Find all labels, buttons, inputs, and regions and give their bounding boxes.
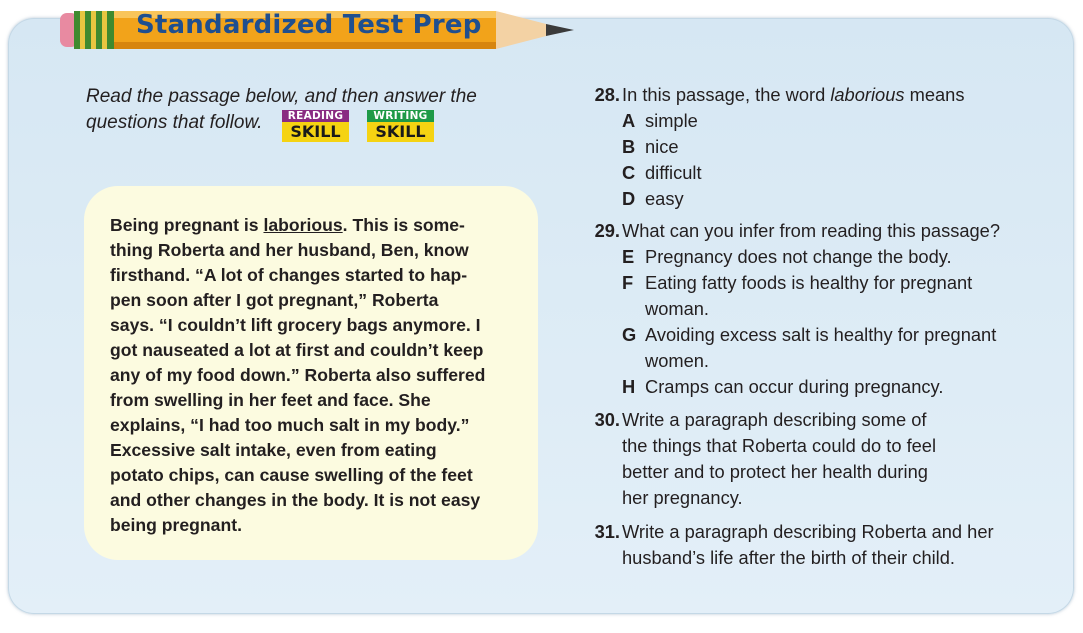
passage-line: being pregnant. [110, 515, 242, 535]
passage-text: . This is some- [342, 215, 465, 235]
option-letter: F [622, 272, 634, 293]
passage-line: explains, “I had too much salt in my body.” [110, 415, 470, 435]
option-text-continued: woman. [645, 298, 710, 319]
question-30 [586, 407, 1046, 511]
answer-option-h[interactable] [622, 374, 943, 400]
answer-option-a[interactable] [622, 108, 698, 134]
badge-bottom-label: SKILL [282, 122, 349, 142]
option-text: simple [645, 110, 698, 131]
question-number: 29. [594, 220, 620, 241]
question-line: Write a paragraph describing some of [622, 409, 927, 430]
answer-option-c[interactable] [622, 160, 702, 186]
passage-line: and other changes in the body. It is not easy [110, 490, 481, 510]
option-text-continued: women. [645, 350, 710, 371]
badge-bottom-label: SKILL [367, 122, 434, 142]
stem-text: In this passage, the word [622, 84, 831, 105]
option-letter: D [622, 188, 636, 209]
question-number: 31. [594, 521, 620, 542]
question-number: 28. [594, 84, 620, 105]
question-stem [622, 82, 964, 108]
page-title: Standardized Test Prep [136, 10, 482, 40]
reading-skill-badge [282, 110, 349, 142]
question-line: her pregnancy. [622, 487, 743, 508]
answer-option-b[interactable] [622, 134, 679, 160]
option-letter: G [622, 324, 637, 345]
reading-passage [110, 213, 524, 538]
option-text: easy [645, 188, 684, 209]
stem-text: means [904, 84, 965, 105]
passage-line: Excessive salt intake, even from eating [110, 440, 437, 460]
answer-option-f[interactable] [622, 270, 972, 296]
option-text: Eating fatty foods is healthy for pregnant [645, 272, 973, 293]
instructions-line-2: questions that follow. [86, 112, 263, 133]
answer-option-g[interactable] [622, 322, 996, 348]
question-29 [586, 218, 1046, 400]
passage-lead: Being pregnant is [110, 215, 264, 235]
passage-vocab-word: laborious [263, 215, 343, 235]
passage-line: says. “I couldn’t lift grocery bags anymore. I [110, 315, 481, 335]
option-text: Cramps can occur during pregnancy. [645, 376, 944, 397]
stem-italic-word: laborious [830, 84, 905, 105]
passage-line [110, 213, 524, 238]
option-letter: B [622, 136, 636, 157]
passage-line: from swelling in her feet and face. She [110, 390, 431, 410]
question-line: better and to protect her health during [622, 461, 928, 482]
passage-line: thing Roberta and her husband, Ben, know [110, 240, 469, 260]
option-text: difficult [645, 162, 702, 183]
passage-line: any of my food down.” Roberta also suffered [110, 365, 486, 385]
option-letter: C [622, 162, 636, 183]
badge-top-label: READING [282, 110, 349, 122]
option-letter: A [622, 110, 636, 131]
question-stem: What can you infer from reading this passage? [622, 220, 1001, 241]
question-31 [586, 519, 1046, 571]
answer-option-d[interactable] [622, 186, 684, 212]
answer-option-e[interactable] [622, 244, 952, 270]
question-line: Write a paragraph describing Roberta and her [622, 521, 994, 542]
question-line: the things that Roberta could do to feel [622, 435, 937, 456]
question-number: 30. [594, 409, 620, 430]
writing-skill-badge [367, 110, 434, 142]
question-28 [586, 82, 1026, 212]
passage-line: firsthand. “A lot of changes started to hap- [110, 265, 468, 285]
option-text: Avoiding excess salt is healthy for pregnant [645, 324, 997, 345]
question-line: husband’s life after the birth of their child. [622, 547, 955, 568]
option-letter: H [622, 376, 636, 397]
option-text: Pregnancy does not change the body. [645, 246, 952, 267]
instructions-line-1: Read the passage below, and then answer the [86, 86, 477, 107]
option-letter: E [622, 246, 635, 267]
option-text: nice [645, 136, 679, 157]
passage-line: pen soon after I got pregnant,” Roberta [110, 290, 439, 310]
passage-line: potato chips, can cause swelling of the feet [110, 465, 473, 485]
passage-line: got nauseated a lot at first and couldn’t keep [110, 340, 484, 360]
badge-top-label: WRITING [367, 110, 434, 122]
